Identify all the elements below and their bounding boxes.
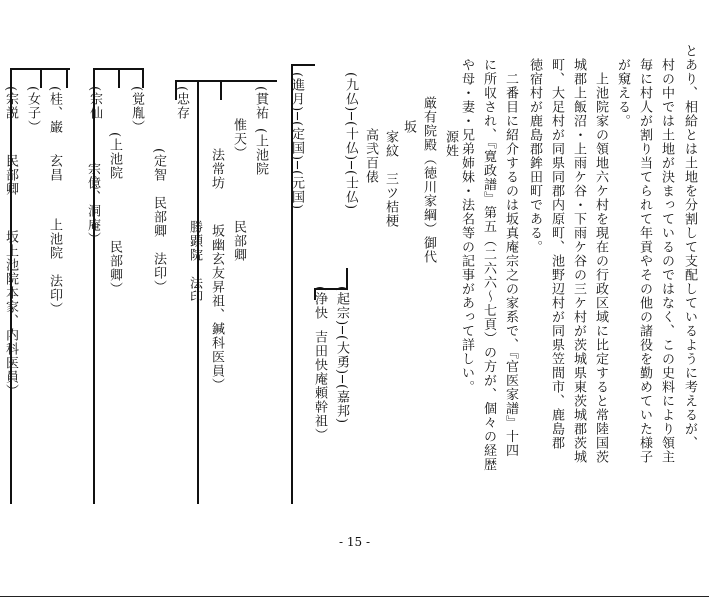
member-temple: 宗億、洞庵） (85, 162, 100, 246)
connector-vertical (142, 68, 144, 88)
member-note: 民部卿） (107, 240, 122, 296)
connector-horizontal (197, 80, 277, 82)
member-name: (貫祐 (253, 86, 268, 121)
prose-line: 毎に村人が割り当てられて年貢やその他の諸役を勤めていた様子 (637, 58, 652, 464)
member-note: 玄昌 (47, 154, 62, 182)
member-name: (桂、巌 (47, 86, 62, 135)
genealogy-rank: 高弐百俵 (363, 128, 378, 184)
member-note: 民部卿 (3, 154, 18, 196)
member-sub: 惟天） (231, 118, 246, 160)
prose-line: 上池院家の領地六ケ村を現在の行政区域に比定すると常陸国茨 (593, 72, 608, 464)
connector-horizontal (314, 288, 348, 290)
member-temple: 法常坊 (209, 148, 224, 190)
prose-line: 町、大足村が同県同郡内原町、池野辺村が同県笠間市、鹿島郡 (549, 58, 564, 450)
prose-line: 城郡上飯沼・上雨ケ谷・下雨ケ谷の三ケ村が茨城県東茨城郡茨城 (571, 58, 586, 464)
lineage-line-1: (進月)─(定国)─(元国) (289, 72, 304, 211)
member-name: (宗説 (3, 86, 18, 121)
connector-vertical (66, 68, 68, 88)
lineage-line-3-sub: (浄快 (312, 286, 327, 321)
lineage-line-3-note: 吉田快庵頼幹祖） (312, 330, 327, 442)
prose-line: や母・妻・兄弟姉妹・法名等の記事があって詳しい。 (459, 58, 474, 394)
member-note: (上池院 (253, 128, 268, 177)
connector-vertical (346, 268, 348, 288)
genealogy-crest: 家紋 三ツ桔梗 (383, 130, 398, 228)
member-note: (上池院 (107, 132, 122, 181)
member-name: (宗仙 (87, 86, 102, 121)
member-name: (覚胤） (129, 86, 144, 135)
genealogy-title: 源姓 (443, 130, 458, 158)
connector-vertical (93, 68, 95, 504)
connector-horizontal (291, 64, 315, 66)
prose-line: とあり、相給とは土地を分割して支配しているように考えるが、 (682, 44, 697, 450)
genealogy-lord: 厳有院殿（徳川家綱）御代 (421, 96, 436, 264)
connector-vertical (118, 68, 120, 88)
lineage-line-2: (九仏)─(十仏)─(士仏) (343, 72, 358, 211)
connector-vertical (314, 288, 316, 300)
connector-vertical (220, 80, 222, 100)
member-note: 民部卿 (231, 220, 246, 262)
prose-line: 徳宿村が鹿島郡鉾田町である。 (527, 58, 542, 254)
member-ext: 坂幽玄友昇祖、鍼科医員） (209, 224, 224, 392)
connector-horizontal (175, 80, 197, 82)
prose-line: が窺える。 (615, 58, 630, 128)
bottom-rule (0, 596, 709, 597)
prose-line: に所収され、『寛政譜』第五（二六六～七頁）の方が、個々の経歴 (481, 58, 496, 472)
lineage-line-3: (起宗)─(大勇)─(嘉邦) (334, 286, 349, 425)
member-note: (定智 (151, 148, 166, 183)
connector-vertical (291, 64, 293, 504)
connector-vertical (40, 68, 42, 88)
member-in: 勝顕院 法印 (187, 220, 202, 304)
member-note: 民部卿 法印） (151, 196, 166, 294)
genealogy-clan: 坂 (401, 120, 416, 134)
member-name: (女子） (25, 86, 40, 135)
member-name: (忠存 (174, 86, 189, 121)
member-note: 坂上池院本家、内科医員） (3, 230, 18, 398)
page-number: - 15 - (338, 535, 370, 549)
member-note: 上池院 法印） (47, 218, 62, 316)
prose-line: 二番目に紹介するのは坂真庵宗之の家系で、『官医家譜』十四 (503, 72, 518, 458)
prose-line: 村の中では土地が決まっているのではなく、この史料により領主 (659, 58, 674, 464)
